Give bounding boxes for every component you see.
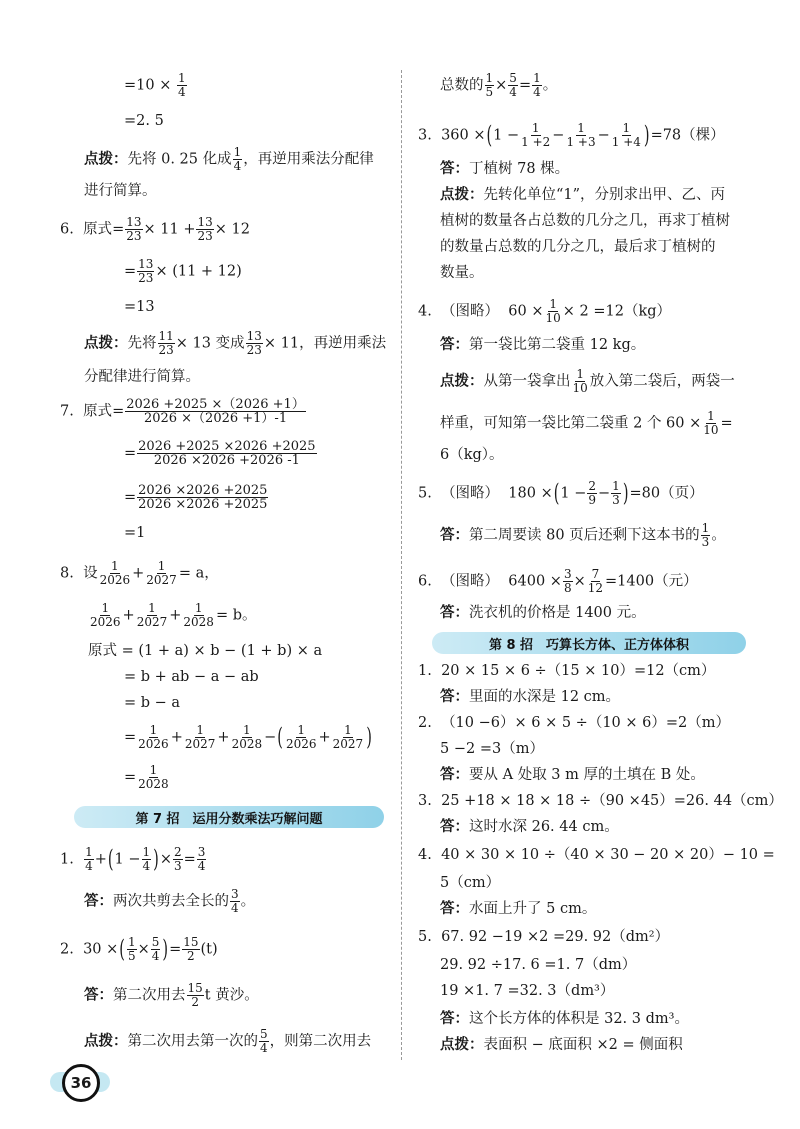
section-banner-7: 第 7 招 运用分数乘法巧解问题 bbox=[74, 806, 384, 828]
problem-6: 6. （图略） 6400 × $\frac{3}{8}$ × $\frac{7}{12}$ =1400（元） bbox=[418, 567, 698, 595]
question-7: 7. 原式= $\frac{2026 +2025 \times(2026 +1)}{2026 \times(2026 +1)-1}$ bbox=[60, 397, 305, 426]
volume-problem-1: 1. 20 × 15 × 6 ÷（15 × 10）=12（cm） bbox=[418, 663, 716, 679]
hint-line: 样重，可知第一袋比第二袋重 2 个 60 × $\frac{1}{10}$ = bbox=[440, 409, 733, 437]
expr-line: = b − a bbox=[124, 695, 181, 711]
volume-problem-3: 3. 25 +18 × 18 × 18 ÷（90 ×45）=26. 44（cm） bbox=[418, 793, 783, 809]
expr-line: 总数的 $\frac{1}{5}$ × $\frac{5}{4}$ = $\frac{1}{4}$ 。 bbox=[440, 71, 558, 99]
answer-line: 答：第一袋比第二袋重 12 kg。 bbox=[440, 337, 646, 353]
problem-1: 1. $\frac{1}{4}$ +(1 − $\frac{1}{4}$ )× $\frac{2}{3}$ = $\frac{3}{4}$ bbox=[60, 845, 206, 874]
answer-line: 答：两次共剪去全长的 $\frac{3}{4}$ 。 bbox=[84, 887, 256, 915]
expr-line: $\frac{1}{2026}$ + $\frac{1}{2027}$ + $\frac{1}{2028}$ = b。 bbox=[90, 601, 257, 629]
answer-line: 答：丁植树 78 棵。 bbox=[440, 161, 570, 177]
problem-3: 3. 360 ×(1 − $\frac{1}{1 +2}$ − $\frac{1}{1 +3}$ − $\frac{1}{1 +4}$ )=78（棵） bbox=[418, 121, 725, 150]
hint-line: 点拨：从第一袋拿出 $\frac{1}{10}$ 放入第二袋后，两袋一 bbox=[440, 367, 735, 395]
answer-line: 答：第二次用去 $\frac{15}{2}$ t 黄沙。 bbox=[84, 981, 259, 1009]
answer-line: 答：这时水深 26. 44 cm。 bbox=[440, 819, 619, 835]
volume-problem-4: 4. 40 × 30 × 10 ÷（40 × 30 − 20 × 20）− 10 = bbox=[418, 847, 775, 863]
hint-line: 点拨：第二次用去第一次的 $\frac{5}{4}$ ，则第二次用去 bbox=[84, 1027, 372, 1055]
answer-line: 答：要从 A 处取 3 m 厚的土填在 B 处。 bbox=[440, 767, 705, 783]
problem-5: 5. （图略） 180 ×(1 − $\frac{2}{9}$ − $\frac{1}{3}$ )=80（页） bbox=[418, 479, 704, 508]
answer-line: 答：水面上升了 5 cm。 bbox=[440, 901, 597, 917]
expr-line: = b + ab − a − ab bbox=[124, 669, 259, 685]
answer-line: 答：洗衣机的价格是 1400 元。 bbox=[440, 605, 646, 621]
hint-line: 进行简算。 bbox=[84, 183, 157, 199]
expr-line: = $\frac{2026 \times 2026 +2025}{2026 \times 2026 +2025}$ bbox=[124, 483, 268, 512]
hint-line: 分配律进行简算。 bbox=[84, 369, 200, 385]
hint-line: 6（kg）。 bbox=[440, 447, 504, 463]
volume-problem-5: 5. 67. 92 −19 ×2 =29. 92（dm²） bbox=[418, 929, 670, 945]
hint-line: 点拨：先将 0. 25 化成 $\frac{1}{4}$ ，再逆用乘法分配律 bbox=[84, 145, 374, 173]
expr-line: =13 bbox=[124, 299, 155, 315]
expr-line: 5（cm） bbox=[440, 875, 501, 891]
hint-line: 的数量占总数的几分之几，最后求丁植树的 bbox=[440, 239, 716, 255]
expr-line: = $\frac{13}{23}$ × (11 + 12) bbox=[124, 257, 242, 285]
expr-line: 原式 = (1 + a) × b − (1 + b) × a bbox=[88, 643, 323, 659]
expr-line: =2. 5 bbox=[124, 113, 164, 129]
expr-line: =1 bbox=[124, 525, 146, 541]
hint-line: 点拨：先将 $\frac{11}{23}$ × 13 变成 $\frac{13}{23}$ × 11，再逆用乘法 bbox=[84, 329, 387, 357]
hint-line: 点拨：表面积 − 底面积 ×2 = 侧面积 bbox=[440, 1037, 683, 1053]
expr-line: = $\frac{2026 +2025 \times 2026 +2025}{2026 \times 2026 +2026 -1}$ bbox=[124, 439, 316, 468]
answer-line: 答：这个长方体的体积是 32. 3 dm³。 bbox=[440, 1011, 689, 1027]
problem-4: 4. （图略） 60 × $\frac{1}{10}$ × 2 =12（kg） bbox=[418, 297, 672, 325]
question-6: 6. 原式= $\frac{13}{23}$ × 11 + $\frac{13}{23}$ × 12 bbox=[60, 215, 250, 243]
volume-problem-2: 2. （10 −6）× 6 × 5 ÷（10 × 6）=2（m） bbox=[418, 715, 730, 731]
answer-line: 答：里面的水深是 12 cm。 bbox=[440, 689, 621, 705]
section-banner-8: 第 8 招 巧算长方体、正方体体积 bbox=[432, 632, 746, 654]
expr-line: 29. 92 ÷17. 6 =1. 7（dm） bbox=[440, 957, 637, 973]
problem-2: 2. 30 ×( $\frac{1}{5}$ × $\frac{5}{4}$ )= $\frac{15}{2}$ (t) bbox=[60, 935, 218, 964]
answer-line: 答：第二周要读 80 页后还剩下这本书的 $\frac{1}{3}$ 。 bbox=[440, 521, 726, 549]
hint-line: 植树的数量各占总数的几分之几，再求丁植树 bbox=[440, 213, 730, 229]
hint-line: 点拨：先转化单位“1”，分别求出甲、乙、丙 bbox=[440, 187, 726, 203]
expr-line: = $\frac{1}{2028}$ bbox=[124, 763, 169, 791]
expr-line: = $\frac{1}{2026}$ + $\frac{1}{2027}$ + $\frac{1}{2028}$ −( $\frac{1}{2026}$ + $\frac{1}{2027}$ ) bbox=[124, 723, 372, 752]
expr-line: 19 ×1. 7 =32. 3（dm³） bbox=[440, 983, 615, 999]
question-8: 8. 设 $\frac{1}{2026}$ + $\frac{1}{2027}$ = a， bbox=[60, 559, 219, 587]
column-divider bbox=[401, 70, 402, 1060]
hint-line: 数量。 bbox=[440, 265, 484, 281]
expr-line: 5 −2 =3（m） bbox=[440, 741, 544, 757]
expr-line: =10 × $\frac{1}{4}$ bbox=[124, 71, 186, 99]
page-number: 36 bbox=[62, 1064, 100, 1102]
